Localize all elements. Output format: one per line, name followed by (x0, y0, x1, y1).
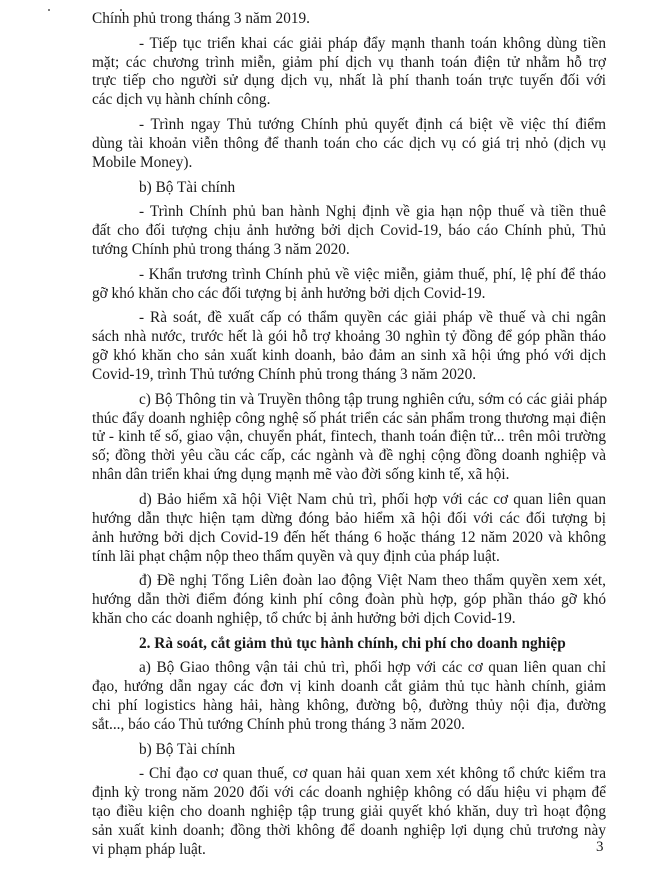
text-line: d) Bảo hiểm xã hội Việt Nam chủ trì, phối hợp với các cơ quan liên quan (139, 490, 606, 508)
text-line: số; đồng thời yêu cầu các cấp, các ngành và đề nghị cộng đồng doanh nghiệp và (92, 447, 606, 465)
text-line: sắt..., báo cáo Thủ tướng Chính phủ trong tháng 3 năm 2020. (92, 716, 465, 734)
paragraph (92, 741, 606, 760)
text-line: đạo, hướng dẫn ngay các đơn vị kinh doanh cắt giảm thủ tục hành chính, giảm (92, 678, 606, 696)
text-line: gỡ khó khăn cho sản xuất kinh doanh, bảo đảm an sinh xã hội ứng phó với dịch (92, 347, 606, 365)
text-line: gỡ khó khăn cho các đối tượng bị ảnh hưởng bởi dịch Covid-19. (92, 284, 486, 302)
paragraph (92, 309, 606, 385)
paragraph (92, 659, 606, 735)
text-line: - Tiếp tục triển khai các giải pháp đẩy mạnh thanh toán không dùng tiền (139, 34, 606, 52)
paragraph (92, 179, 606, 198)
text-line: hướng dẫn thời điểm đóng kinh phí công đoàn phù hợp, góp phần tháo gỡ khó (92, 591, 606, 609)
page-number: 3 (596, 839, 604, 855)
text-line: các dịch vụ hành chính công. (92, 91, 271, 109)
paragraph (92, 266, 606, 304)
text-line: mặt; các chương trình miễn, giảm phí dịch vụ thanh toán điện tử nhằm hỗ trợ (92, 53, 606, 71)
text-line: a) Bộ Giao thông vận tải chủ trì, phối hợp với các cơ quan liên quan chỉ (139, 659, 606, 677)
text-line: - Trình ngay Thủ tướng Chính phủ quyết định cá biệt về việc thí điểm (139, 116, 606, 134)
paragraph (92, 765, 606, 859)
text-line: tạo điều kiện cho doanh nghiệp tập trung giải quyết khó khăn, duy trì hoạt động (92, 803, 606, 821)
paragraph (92, 35, 606, 111)
text-line: hướng dẫn thực hiện tạm dừng đóng bảo hiểm xã hội đối với các đối tượng bị (92, 509, 606, 527)
text-line: tử - kinh tế số, giao vận, chuyển phát, fintech, thanh toán điện tử... trên môi trường (92, 428, 606, 446)
paragraph (92, 203, 606, 260)
text-line: - Khẩn trương trình Chính phủ về việc miễn, giảm thuế, phí, lệ phí để tháo (139, 265, 606, 283)
text-line: chi phí logistics hàng hải, hàng không, đường bộ, đường thủy nội địa, đường (92, 697, 606, 715)
text-line: vi phạm pháp luật. (92, 840, 206, 858)
text-line: Covid-19, trình Thủ tướng Chính phủ trong tháng 3 năm 2020. (92, 365, 477, 383)
text-line: nhân dân triển khai ứng dụng mạnh mẽ vào đời sống kinh tế, xã hội. (92, 466, 510, 484)
text-line: - Rà soát, đề xuất cấp có thẩm quyền các giải pháp về thuế và chi ngân (139, 309, 606, 327)
text-line: c) Bộ Thông tin và Truyền thông tập trung nghiên cứu, sớm có các giải pháp (139, 390, 608, 408)
text-line: tướng Chính phủ trong tháng 3 năm 2020. (92, 240, 350, 258)
text-line: định kỳ trong năm 2020 đối với các doanh nghiệp không có dấu hiệu vi phạm để (92, 784, 606, 802)
text-line: sản xuất kinh doanh; đồng thời không để doanh nghiệp lợi dụng chủ trương này (92, 822, 606, 840)
text-line: Mobile Money). (92, 153, 193, 171)
text-line: trực tiếp cho người sử dụng dịch vụ, nhất là phí thanh toán trực tuyến đối với (92, 72, 606, 90)
text-line: ảnh hưởng bởi dịch Covid-19 đến hết tháng 6 hoặc tháng 12 năm 2020 và không (92, 528, 606, 546)
text-line: 2. Rà soát, cắt giảm thủ tục hành chính, chi phí cho doanh nghiệp (139, 634, 566, 652)
text-line: dùng tài khoản viễn thông để thanh toán cho các dịch vụ có giá trị nhỏ (dịch vụ (92, 134, 606, 152)
text-line: - Trình Chính phủ ban hành Nghị định về gia hạn nộp thuế và tiền thuê (139, 203, 606, 221)
text-line: b) Bộ Tài chính (139, 178, 236, 196)
paragraph (92, 10, 606, 29)
document-body (92, 10, 606, 866)
section-heading (92, 635, 606, 654)
text-line: Chính phủ trong tháng 3 năm 2019. (92, 10, 310, 27)
scan-speck (48, 9, 50, 11)
paragraph (92, 491, 606, 567)
text-line: - Chỉ đạo cơ quan thuế, cơ quan hải quan xem xét không tổ chức kiểm tra (139, 765, 606, 783)
text-line: b) Bộ Tài chính (139, 740, 236, 758)
paragraph (92, 391, 606, 485)
paragraph (92, 572, 606, 629)
text-line: khăn cho các doanh nghiệp, tổ chức bị ảnh hưởng bởi dịch Covid-19. (92, 610, 516, 627)
paragraph (92, 116, 606, 173)
text-line: đất cho đối tượng chịu ảnh hưởng bởi dịch Covid-19, báo cáo Chính phủ, Thủ (92, 222, 606, 240)
text-line: đ) Đề nghị Tổng Liên đoàn lao động Việt Nam theo thẩm quyền xem xét, (139, 572, 606, 590)
text-line: tính lãi phạt chậm nộp theo thẩm quyền và quy định của pháp luật. (92, 547, 500, 565)
text-line: thúc đẩy doanh nghiệp công nghệ số phát triển các sản phẩm trong thương mại điện (92, 409, 606, 427)
text-line: sách nhà nước, trước hết là gói hỗ trợ khoảng 30 nghìn tỷ đồng để góp phần tháo (92, 328, 606, 346)
